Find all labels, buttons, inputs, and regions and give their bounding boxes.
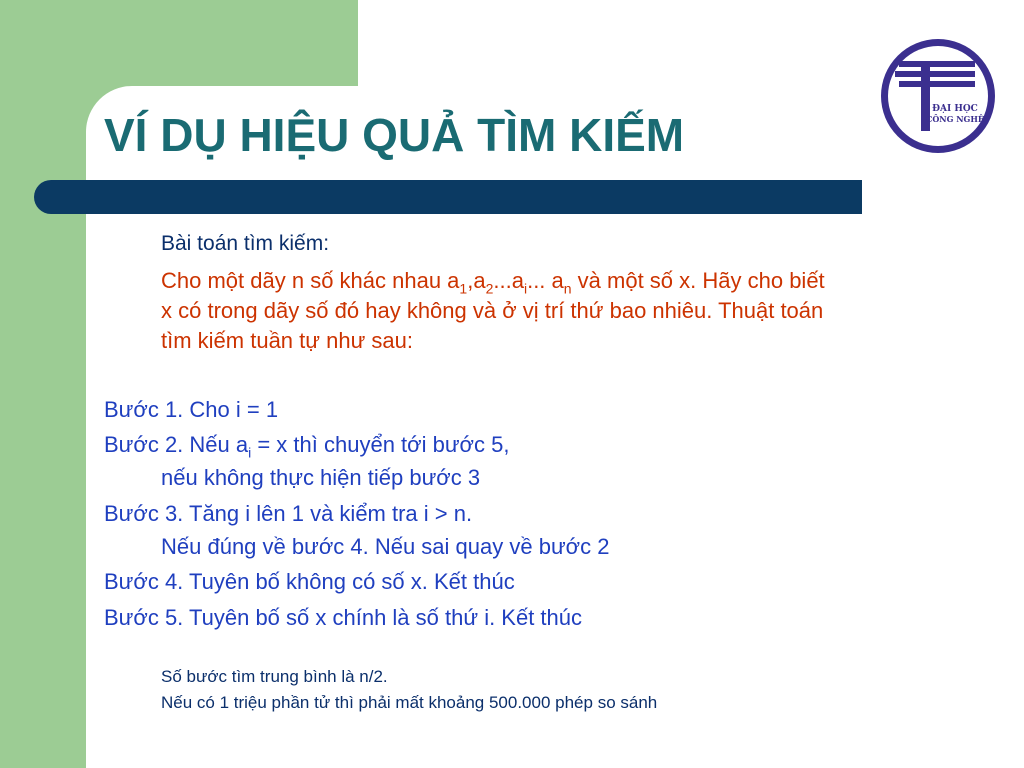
university-logo — [879, 37, 997, 155]
logo-text-2: CÔNG NGHỆ — [925, 114, 985, 124]
problem-line1: Cho một dãy n số khác nhau $a_1,a_2...a_i$... $a_n$ và một số x. Hãy cho biết — [161, 268, 825, 297]
slide-title: VÍ DỤ HIỆU QUẢ TÌM KIẾM — [104, 109, 685, 161]
problem-line3: tìm kiếm tuần tự như sau: — [161, 328, 414, 353]
step-3-line1: Bước 3. Tăng i lên 1 và kiểm tra i > n. — [104, 501, 473, 526]
step-2: Bước 2. Nếu $a_i = x$ thì chuyển tới bước 5, nếu không thực hiện tiếp bước 3 — [104, 428, 509, 494]
step-3 — [104, 497, 609, 563]
note-million-elements: Nếu có 1 triệu phần tử thì phải mất khoảng 500.000 phép so sánh — [161, 693, 658, 712]
problem-line2: x có trong dãy số đó hay không và ở vị trí thứ bao nhiêu. Thuật toán — [161, 298, 824, 323]
intro-text: Bài toán tìm kiếm: — [161, 232, 330, 255]
step-5: Bước 5. Tuyên bố số x chính là số thứ i. Kết thúc — [104, 605, 583, 630]
note-average-steps: Số bước tìm trung bình là n/2. — [161, 667, 388, 686]
step-3-line2: Nếu đúng về bước 4. Nếu sai quay về bước 2 — [161, 534, 610, 559]
title-underline-bar — [34, 180, 862, 214]
step-1: Bước 1. Cho i = 1 — [104, 397, 279, 422]
logo-text-1: ĐẠI HỌC — [932, 104, 978, 114]
problem-statement — [161, 266, 825, 356]
step-2-line2: nếu không thực hiện tiếp bước 3 — [161, 465, 481, 490]
step-4: Bước 4. Tuyên bố không có số x. Kết thúc — [104, 569, 515, 594]
